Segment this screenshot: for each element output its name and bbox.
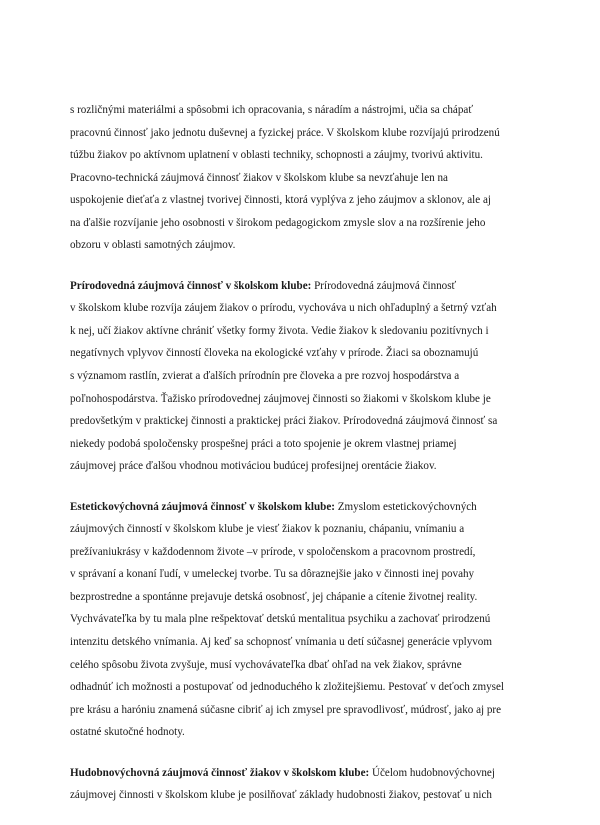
section-heading: Prírodovedná záujmová činnosť v školskom klube: (70, 279, 312, 292)
text-line: bezprostredne a spontánne prejavuje detská osobnosť, jej chápanie a cítenie životnej reality. (70, 590, 478, 603)
text-line: Pracovno-technická záujmová činnosť žiakov v školskom klube sa nevzťahuje len na (70, 171, 448, 184)
text-line: poľnohospodárstva. Ťažisko prírodovednej záujmovej činnosti so žiakomi v školskom klube je (70, 392, 491, 405)
text-line (70, 496, 530, 519)
text-line: s rozličnými materiálmi a spôsobmi ich opracovania, s náradím a nástrojmi, učia sa chápať (70, 104, 474, 116)
text-line: k nej, učí žiakov aktívne chrániť všetky formy života. Vedie žiakov k sledovaniu pozitívnych i (70, 324, 489, 337)
text-line: celého spôsobu života zvyšuje, musí vychovávateľka dbať ohľad na vek žiakov, správne (70, 658, 462, 671)
section-heading: Estetickovýchovná záujmová činnosť v školskom klube: (70, 500, 335, 513)
text-line: niekedy podobá spoločensky prospešnej práci a toto spojenie je okrem vlastnej priamej (70, 437, 457, 450)
section-heading: Hudobnovýchovná záujmová činnosť žiakov v školskom klube: (70, 766, 370, 779)
heading-continuation: Prírodovedná záujmová činnosť (311, 279, 457, 292)
paragraph-estetickovychovna (70, 496, 530, 744)
text-line: intenzitu detského vnímania. Aj keď sa schopnosť vnímania u detí súčasnej generácie vplyvom (70, 636, 492, 649)
text-line: záujmovej práce ďalšou vhodnou motiváciou budúcej profesijnej orentácie žiakov. (70, 460, 437, 473)
text-line: ostatné skutočné hodnoty. (70, 726, 185, 739)
text-line: Vychvávateľka by tu mala plne rešpektovať detskú mentalitua psychiku a zachovať prirodzenú (70, 613, 491, 626)
paragraph-hudobnovychovna (70, 762, 530, 807)
text-line: pre krásu a haróniu znamená súčasne cibriť aj ich zmysel pre spravodlivosť, múdrosť, jako aj pre (70, 703, 502, 716)
text-line: záujmových činností v školskom klube je viesť žiakov k poznaniu, chápaniu, vnímaniu a (70, 523, 465, 536)
heading-continuation: Účelom hudobnovýchovnej (369, 766, 495, 779)
text-line: negatívnych vplyvov činností človeka na ekologické vzťahy v prírode. Žiaci sa oboznamujú (70, 347, 479, 360)
heading-continuation: Zmyslom estetickovýchovných (334, 500, 477, 513)
text-line: záujmovej činnosti v školskom klube je posilňovať základy hudobnosti žiakov, pestovať u nich (70, 789, 492, 802)
text-line (70, 762, 530, 785)
paragraph-pracovno-technicka (70, 99, 530, 257)
text-line (70, 275, 530, 298)
text-line: na ďalšie rozvíjanie jeho osobnosti v širokom pedagogickom zmysle slov a na rozšírenie jeho (70, 216, 486, 229)
text-line: túžbu žiakov po aktívnom uplatnení v oblasti techniky, schopnosti a záujmy, tvorivú aktivitu. (70, 149, 483, 162)
text-line: prežívaniukrásy v každodennom živote –v prírode, v spoločenskom a pracovnom prostredí, (70, 545, 476, 558)
text-line: obzoru v oblasti samotných záujmov. (70, 239, 236, 252)
text-line: s významom rastlín, zvierat a ďalších prírodnín pre človeka a pre rozvoj hospodárstva a (70, 370, 460, 383)
text-line: v správaní a konaní ľudí, v umeleckej tvorbe. Tu sa dôraznejšie jako v činnosti inej povahy (70, 568, 475, 581)
document-body (70, 99, 530, 825)
text-line: pracovnú činnosť jako jednotu duševnej a fyzickej práce. V školskom klube rozvíjajú prirodzenú (70, 126, 500, 139)
paragraph-prirodovedna (70, 275, 530, 478)
text-line: uspokojenie dieťaťa z vlastnej tvorivej činnosti, ktorá vyplýva z jeho záujmov a sklonov, ale aj (70, 194, 491, 207)
text-line: odhadnúť ich možnosti a postupovať od jednoduchého k zložitejšiemu. Pestovať v deťoch zmysel (70, 681, 504, 694)
text-line: predovšetkým v praktickej činnosti a praktickej práci žiakov. Prírodovedná záujmová činnosť sa (70, 415, 498, 428)
text-line: v školskom klube rozvíja záujem žiakov o prírodu, vychováva u nich ohľaduplný a šetrný vzťah (70, 302, 497, 315)
